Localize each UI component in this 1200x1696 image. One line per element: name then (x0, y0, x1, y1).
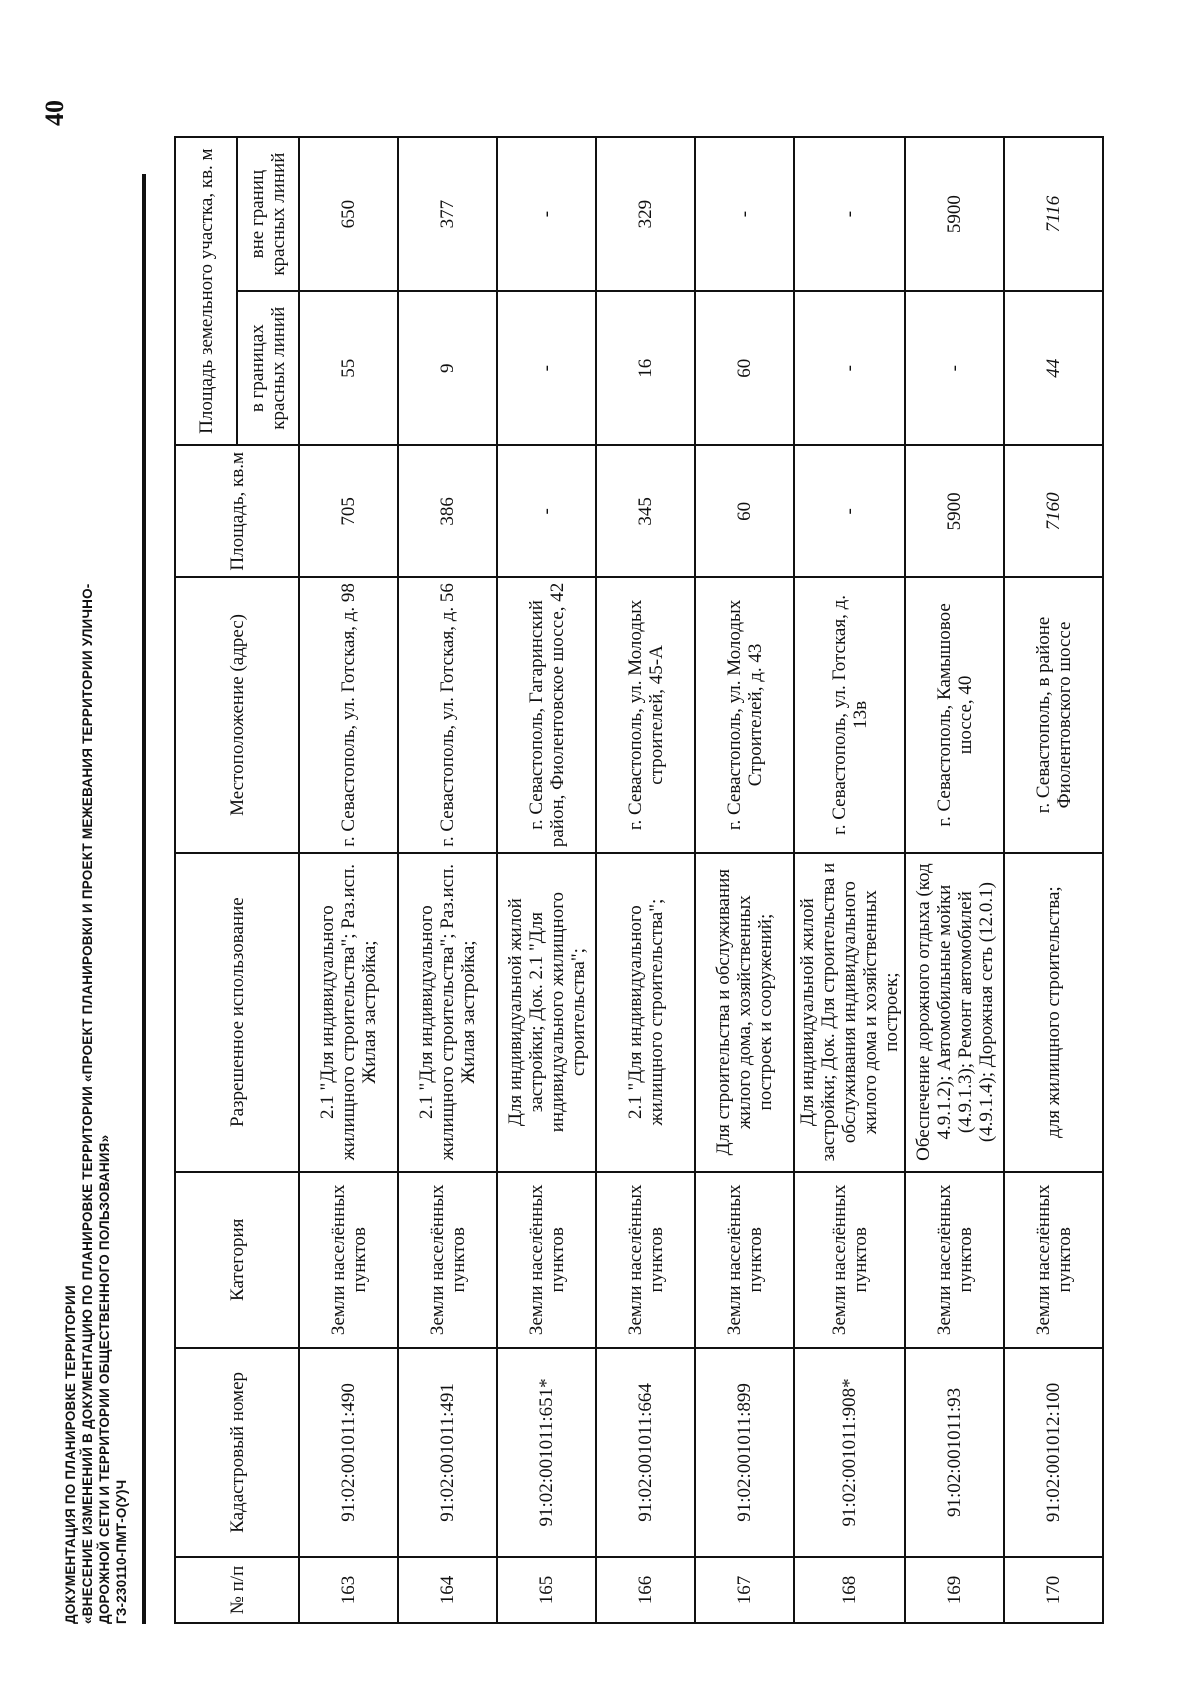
cell-cadastral: 91:02:001012:100 (1004, 1348, 1103, 1557)
cell-use: Для строительства и обслуживания жилого дома, хозяйственных построек и сооружений; (695, 853, 794, 1172)
table-row (695, 137, 794, 1623)
cell-inside: 16 (596, 291, 695, 445)
cell-address: г. Севастополь, Гагаринский район, Фиолентовское шоссе, 42 (497, 577, 596, 852)
cell-num: 168 (794, 1557, 905, 1623)
cell-use: Обеспечение дорожного отдыха (код 4.9.1.2); Автомобильные мойки (4.9.1.3); Ремонт автомобилей (4.9.1.4); Дорожная сеть (12.0.1) (905, 853, 1004, 1172)
table-row (398, 137, 497, 1623)
cell-outside: 7116 (1004, 137, 1103, 291)
cell-area: 345 (596, 445, 695, 577)
cell-address: г. Севастополь, ул. Готская, д. 56 (398, 577, 497, 852)
cell-inside: 9 (398, 291, 497, 445)
table-row (497, 137, 596, 1623)
cell-inside: 60 (695, 291, 794, 445)
cell-area: - (794, 445, 905, 577)
cell-use: 2.1 "Для индивидуального жилищного строительства"; (596, 853, 695, 1172)
cell-category: Земли населённых пунктов (1004, 1172, 1103, 1348)
header-outside-red-lines: вне границ красных линий (237, 137, 299, 291)
cell-area: 60 (695, 445, 794, 577)
cell-address: г. Севастополь, ул. Молодых Строителей, д. 43 (695, 577, 794, 852)
cell-use: для жилищного строительства; (1004, 853, 1103, 1172)
cell-cadastral: 91:02:001011:664 (596, 1348, 695, 1557)
header-use: Разрешенное использование (175, 853, 299, 1172)
header-category: Категория (175, 1172, 299, 1348)
cell-num: 167 (695, 1557, 794, 1623)
cell-outside: - (497, 137, 596, 291)
document-header (62, 324, 130, 1624)
cell-cadastral: 91:02:001011:93 (905, 1348, 1004, 1557)
header-cadastral: Кадастровый номер (175, 1348, 299, 1557)
cell-outside: 650 (299, 137, 398, 291)
cell-cadastral: 91:02:001011:651* (497, 1348, 596, 1557)
cell-address: г. Севастополь, в районе Фиолентовского шоссе (1004, 577, 1103, 852)
cell-num: 169 (905, 1557, 1004, 1623)
cell-use: 2.1 "Для индивидуального жилищного строительства"; Раз.исп. Жилая застройка; (299, 853, 398, 1172)
cell-category: Земли населённых пунктов (695, 1172, 794, 1348)
cell-inside: - (794, 291, 905, 445)
header-line: «ВНЕСЕНИЕ ИЗМЕНЕНИЙ В ДОКУМЕНТАЦИЮ ПО ПЛАНИРОВКЕ ТЕРРИТОРИИ «ПРОЕКТ ПЛАНИРОВКИ И ПРОЕКТ МЕЖЕВАНИЯ ТЕРРИТОРИИ УЛИЧНО- (80, 583, 95, 1624)
cell-category: Земли населённых пунктов (497, 1172, 596, 1348)
cell-address: г. Севастополь, Камышовое шоссе, 40 (905, 577, 1004, 852)
cell-outside: 5900 (905, 137, 1004, 291)
cell-inside: - (497, 291, 596, 445)
cell-outside: 377 (398, 137, 497, 291)
header-plot-area-group: Площадь земельного участка, кв. м (175, 137, 237, 445)
table-row (1004, 137, 1103, 1623)
header-inside-red-lines: в границах красных линий (237, 291, 299, 445)
cell-category: Земли населённых пунктов (905, 1172, 1004, 1348)
cell-area: 386 (398, 445, 497, 577)
header-line: ГЗ-230110-ПМТ-О(У)Ч (114, 1479, 129, 1624)
cell-use: Для индивидуальной жилой застройки; Док. 2.1 "Для индивидуального жилищного строительства"; (497, 853, 596, 1172)
cell-area: 7160 (1004, 445, 1103, 577)
cell-num: 170 (1004, 1557, 1103, 1623)
cell-category: Земли населённых пунктов (299, 1172, 398, 1348)
cell-num: 164 (398, 1557, 497, 1623)
cell-address: г. Севастополь, ул. Молодых строителей, 45-А (596, 577, 695, 852)
cell-inside: 55 (299, 291, 398, 445)
header-line: ДОРОЖНОЙ СЕТИ И ТЕРРИТОРИИ ОБЩЕСТВЕННОГО ПОЛЬЗОВАНИЯ» (97, 1134, 112, 1624)
cell-cadastral: 91:02:001011:490 (299, 1348, 398, 1557)
table-row (905, 137, 1004, 1623)
table-row (596, 137, 695, 1623)
table-row (299, 137, 398, 1623)
cell-area: 705 (299, 445, 398, 577)
cell-outside: 329 (596, 137, 695, 291)
cell-address: г. Севастополь, ул. Готская, д. 98 (299, 577, 398, 852)
cell-num: 165 (497, 1557, 596, 1623)
cell-address: г. Севастополь, ул. Готская, д. 13в (794, 577, 905, 852)
page-number: 40 (40, 100, 69, 126)
header-num: № п/п (175, 1557, 299, 1623)
cell-category: Земли населённых пунктов (398, 1172, 497, 1348)
cell-cadastral: 91:02:001011:899 (695, 1348, 794, 1557)
cell-cadastral: 91:02:001011:491 (398, 1348, 497, 1557)
cell-outside: - (695, 137, 794, 291)
cell-category: Земли населённых пунктов (596, 1172, 695, 1348)
cell-num: 163 (299, 1557, 398, 1623)
land-plots-table (174, 136, 1104, 1624)
cell-outside: - (794, 137, 905, 291)
header-address: Местоположение (адрес) (175, 577, 299, 852)
cell-area: 5900 (905, 445, 1004, 577)
cell-area: - (497, 445, 596, 577)
cell-inside: 44 (1004, 291, 1103, 445)
cell-num: 166 (596, 1557, 695, 1623)
cell-cadastral: 91:02:001011:908* (794, 1348, 905, 1557)
header-line: ДОКУМЕНТАЦИЯ ПО ПЛАНИРОВКЕ ТЕРРИТОРИИ (63, 1285, 78, 1624)
cell-inside: - (905, 291, 1004, 445)
cell-use: Для индивидуальной жилой застройки; Док. Для строительства и обслуживания индивидуального жилого дома и хозяйственных построек; (794, 853, 905, 1172)
cell-category: Земли населённых пунктов (794, 1172, 905, 1348)
header-area: Площадь, кв.м (175, 445, 299, 577)
cell-use: 2.1 "Для индивидуального жилищного строительства"; Раз.исп. Жилая застройка; (398, 853, 497, 1172)
table-row (794, 137, 905, 1623)
header-rule (142, 174, 146, 1624)
